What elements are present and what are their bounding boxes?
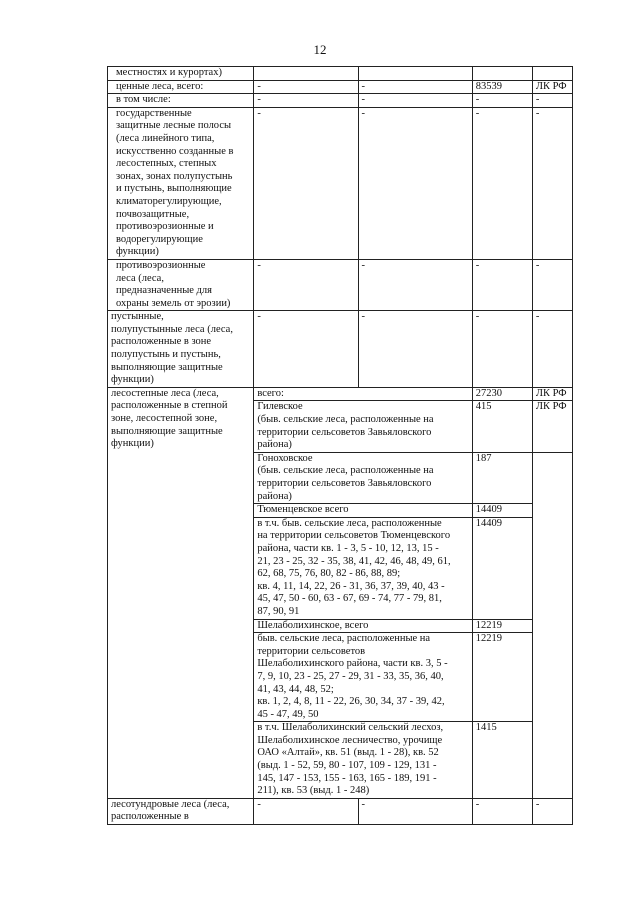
location-cell: быв. сельские леса, расположенные на территории сельсоветов Шелаболихинского района, части кв. 3, 5 - 7, 9, 10, 23 - 25, 27 - 29, 31 - 33, 35, 36, 40, 41, 43, 44, 48, 52; кв. 1, 2, 4, 8, 11 - 22, 26, 30, 34, 37 - 39, 42, 45 - 47, 49, 50 bbox=[254, 633, 472, 722]
table-row bbox=[108, 94, 573, 108]
category-cell: государственные защитные лесные полосы (леса линейного типа, искусственно созданные в лесостепных, степных зонах, зонах полупустынь и пустынь, выполняющие климаторегулирующие, почвозащитные, противоэрозионные и водорегулирующие функции) bbox=[108, 107, 254, 259]
category-cell: противоэрозионные леса (леса, предназначенные для охраны земель от эрозии) bbox=[108, 259, 254, 310]
dash-cell: - bbox=[254, 107, 358, 259]
area-cell: 14409 bbox=[472, 504, 532, 518]
dash-cell: - bbox=[254, 80, 358, 94]
table-row bbox=[108, 259, 573, 310]
dash-cell: - bbox=[472, 798, 532, 824]
table-row bbox=[108, 67, 573, 81]
dash-cell: - bbox=[532, 94, 572, 108]
dash-cell: - bbox=[358, 259, 472, 310]
dash-cell: - bbox=[472, 94, 532, 108]
category-cell: в том числе: bbox=[108, 94, 254, 108]
dash-cell: - bbox=[532, 259, 572, 310]
category-cell: ценные леса, всего: bbox=[108, 80, 254, 94]
area-cell: 14409 bbox=[472, 517, 532, 619]
basis-cell: ЛК РФ bbox=[532, 387, 572, 401]
category-cell: пустынные, полупустынные леса (леса, расположенные в зоне полупустынь и пустынь, выполняющие защитные функции) bbox=[108, 311, 254, 388]
table-row bbox=[108, 80, 573, 94]
dash-cell: - bbox=[254, 798, 358, 824]
location-cell: Гоноховское (быв. сельские леса, расположенные на территории сельсоветов Завьяловского района) bbox=[254, 452, 472, 503]
table-row bbox=[108, 107, 573, 259]
dash-cell: - bbox=[472, 259, 532, 310]
basis-cell: ЛК РФ bbox=[532, 401, 572, 452]
location-cell: Шелаболихинское, всего bbox=[254, 619, 472, 633]
table-row bbox=[108, 311, 573, 388]
location-cell: в т.ч. Шелаболихинский сельский лесхоз, Шелаболихинское лесничество, урочище ОАО «Алтай», кв. 51 (выд. 1 - 28), кв. 52 (выд. 1 - 52, 59, 80 - 107, 109 - 129, 131 - 145, 147 - 153, 155 - 163, 165 - 189, 191 - 211), кв. 53 (выд. 1 - 248) bbox=[254, 722, 472, 799]
page-number: 12 bbox=[313, 42, 327, 57]
location-cell: Тюменцевское всего bbox=[254, 504, 472, 518]
area-cell: 83539 bbox=[472, 80, 532, 94]
area-cell: 27230 bbox=[472, 387, 532, 401]
table-row bbox=[108, 387, 573, 401]
dash-cell: - bbox=[254, 94, 358, 108]
dash-cell: - bbox=[254, 259, 358, 310]
area-cell: 12219 bbox=[472, 619, 532, 633]
dash-cell: - bbox=[254, 311, 358, 388]
basis-cell-empty bbox=[532, 452, 572, 798]
location-cell: всего: bbox=[254, 387, 472, 401]
dash-cell: - bbox=[358, 798, 472, 824]
dash-cell: - bbox=[472, 311, 532, 388]
area-cell: 187 bbox=[472, 452, 532, 503]
category-cell: лесотундровые леса (леса, расположенные в bbox=[108, 798, 254, 824]
area-cell: 12219 bbox=[472, 633, 532, 722]
category-cell: лесостепные леса (леса, расположенные в степной зоне, лесостепной зоне, выполняющие защитные функции) bbox=[108, 387, 254, 798]
dash-cell: - bbox=[472, 107, 532, 259]
area-cell: 1415 bbox=[472, 722, 532, 799]
dash-cell: - bbox=[358, 94, 472, 108]
basis-cell: ЛК РФ bbox=[532, 80, 572, 94]
forest-category-table bbox=[107, 66, 573, 825]
dash-cell: - bbox=[532, 311, 572, 388]
dash-cell: - bbox=[358, 107, 472, 259]
dash-cell: - bbox=[532, 798, 572, 824]
area-cell: 415 bbox=[472, 401, 532, 452]
table-row bbox=[108, 798, 573, 824]
dash-cell: - bbox=[358, 80, 472, 94]
dash-cell: - bbox=[532, 107, 572, 259]
location-cell: Гилевское (быв. сельские леса, расположенные на территории сельсоветов Завьяловского района) bbox=[254, 401, 472, 452]
location-cell: в т.ч. быв. сельские леса, расположенные на территории сельсоветов Тюменцевского района, части кв. 1 - 3, 5 - 10, 12, 13, 15 - 21, 23 - 25, 32 - 35, 38, 41, 42, 46, 48, 49, 61, 62, 68, 75, 76, 80, 82 - 86, 88, 89; кв. 4, 11, 14, 22, 26 - 31, 36, 37, 39, 40, 43 - 45, 47, 50 - 60, 63 - 67, 69 - 74, 77 - 79, 81, 87, 90, 91 bbox=[254, 517, 472, 619]
category-cell: местностях и курортах) bbox=[108, 67, 254, 81]
dash-cell: - bbox=[358, 311, 472, 388]
